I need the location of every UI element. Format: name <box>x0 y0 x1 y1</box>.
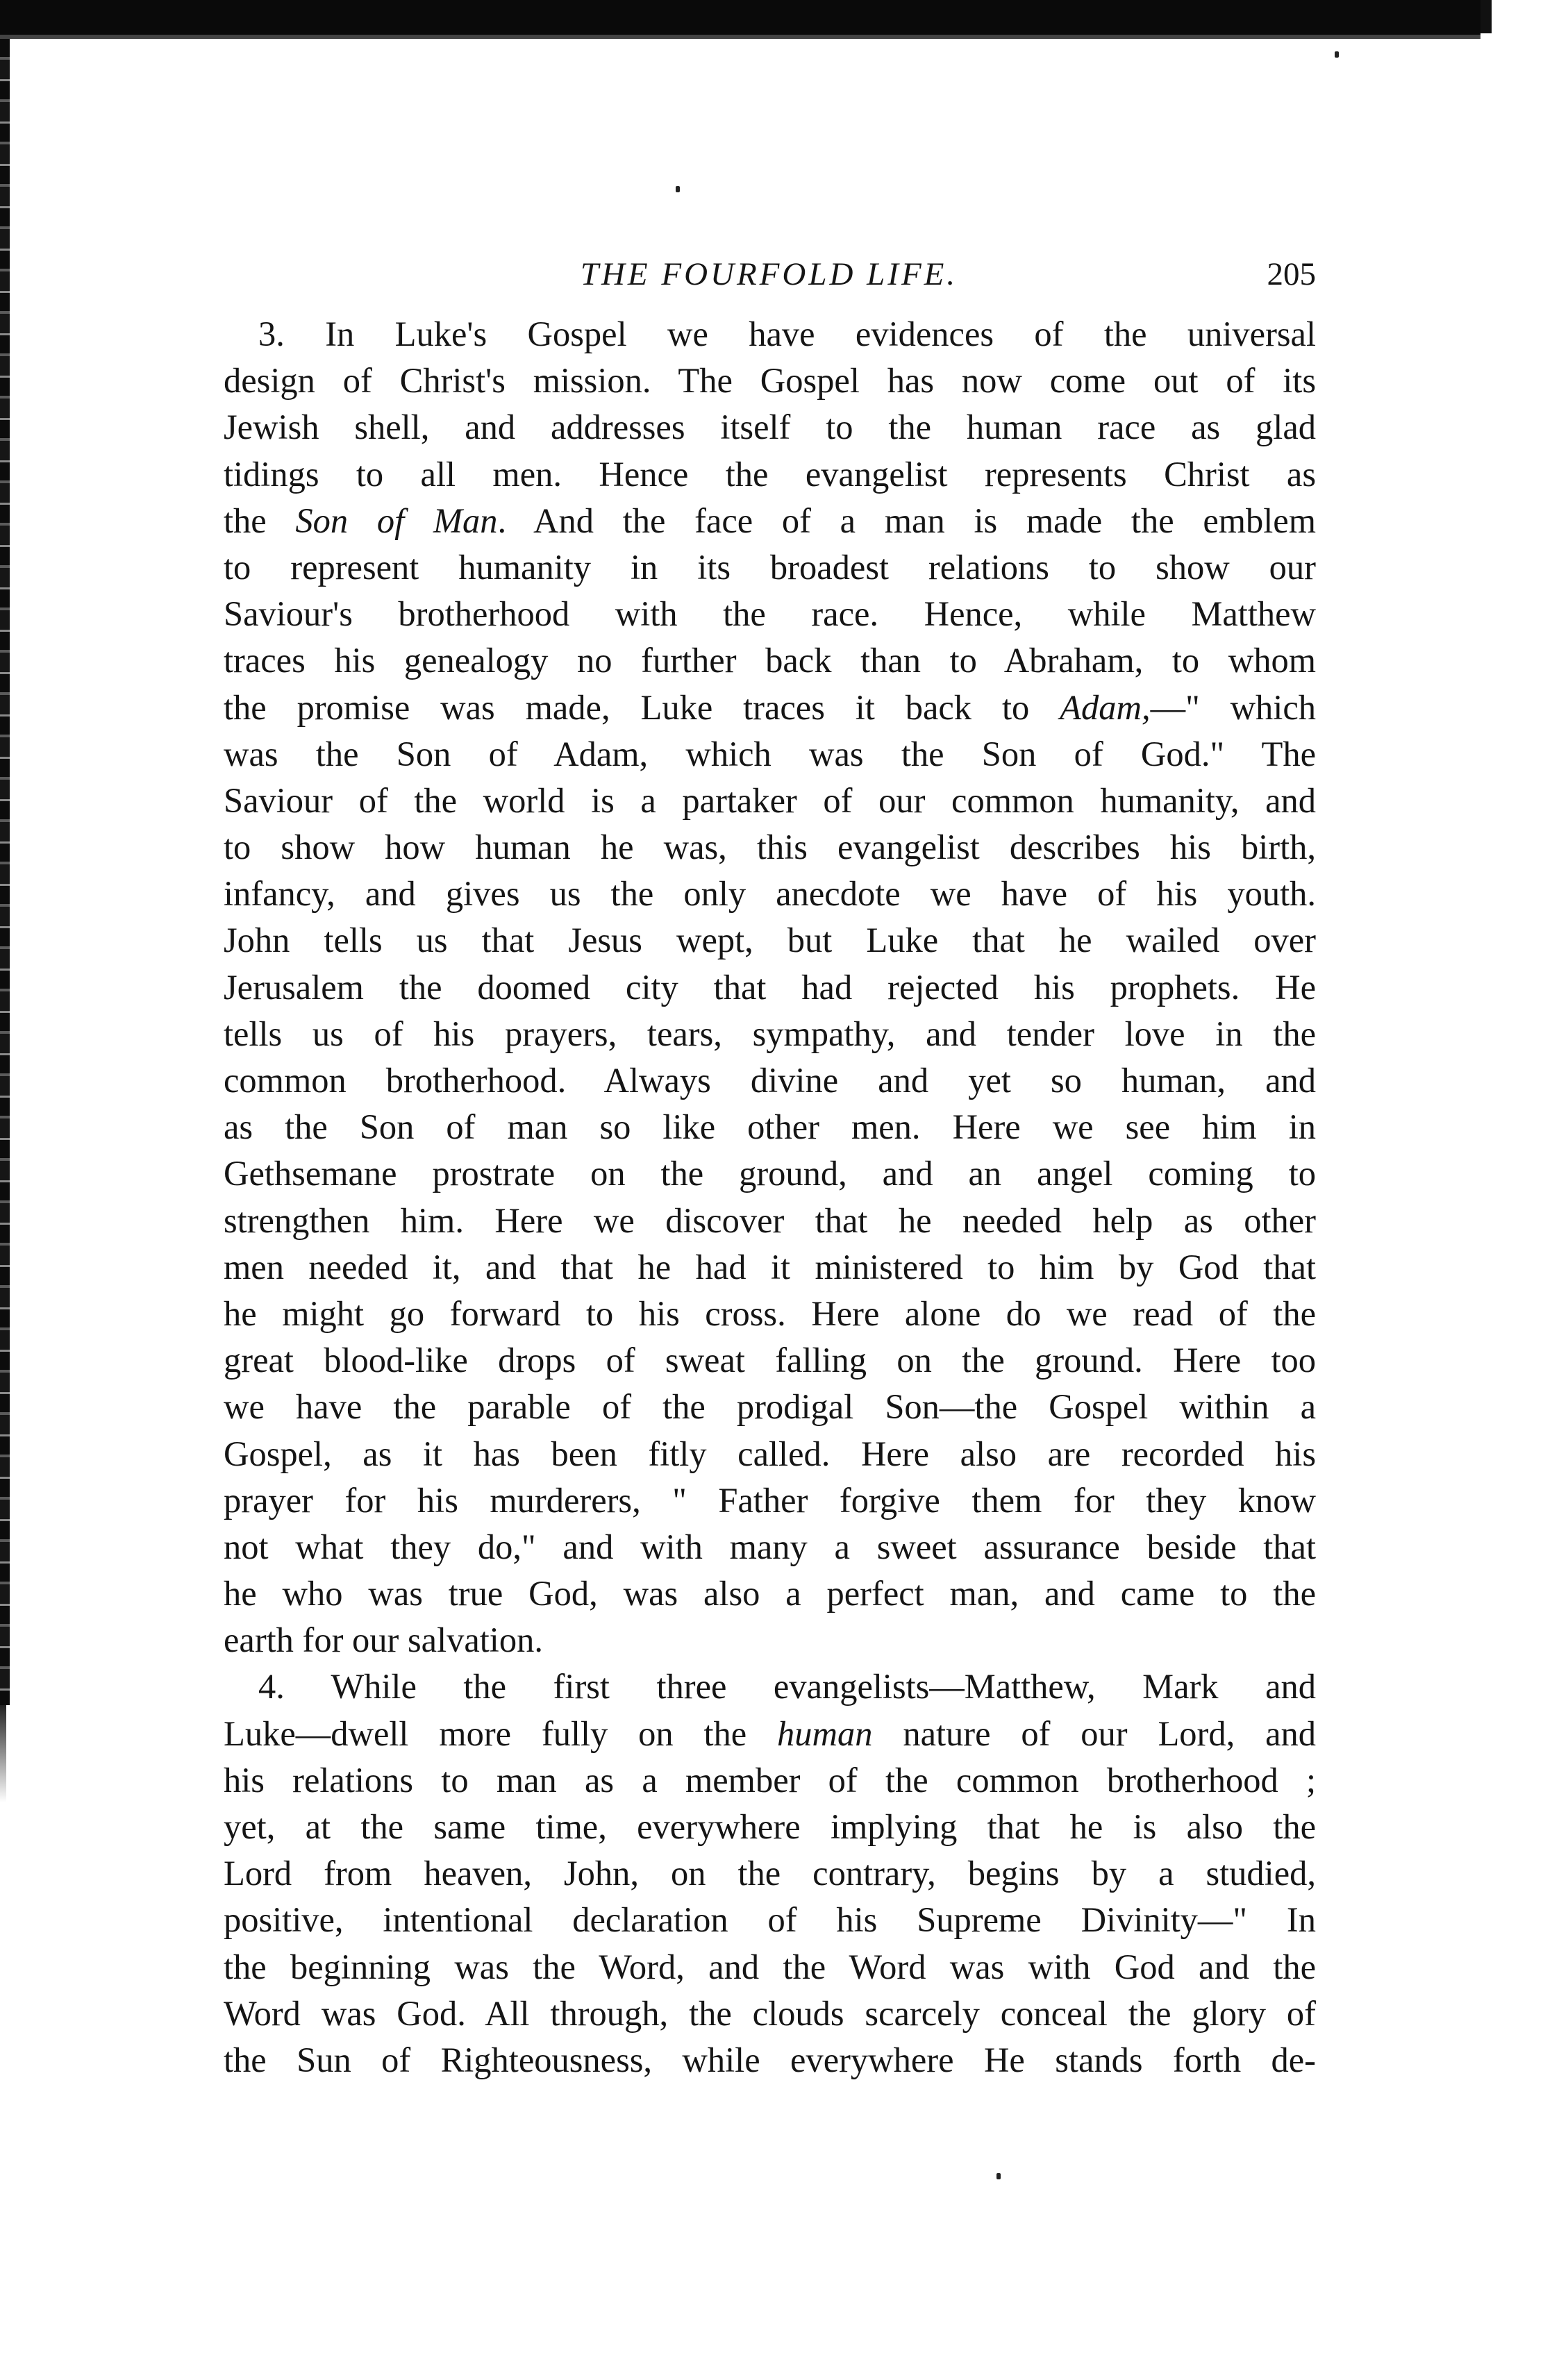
text-line: the Son of Man. And the face of a man is made the emblem <box>224 501 1316 540</box>
text-line: to show how human he was, this evangelist describes his birth, <box>224 828 1316 867</box>
text-line: as the Son of man so like other men. Here we see him in <box>224 1107 1316 1147</box>
text-line: design of Christ's mission. The Gospel has now come out of its <box>224 361 1316 401</box>
running-head <box>222 250 1316 299</box>
paragraph-4 <box>224 1664 1316 2084</box>
text-line: positive, intentional declaration of his Supreme Divinity—" In <box>224 1900 1316 1940</box>
text-line: Gethsemane prostrate on the ground, and an angel coming to <box>224 1154 1316 1193</box>
text-line: great blood-like drops of sweat falling on the ground. Here too <box>224 1341 1316 1380</box>
text-line: Lord from heaven, John, on the contrary, begins by a studied, <box>224 1854 1316 1893</box>
text-line: 4. While the first three evangelists—Matthew, Mark and <box>258 1667 1316 1707</box>
emphasis: human <box>777 1713 873 1753</box>
text-line: men needed it, and that he had it ministered to him by God that <box>224 1247 1316 1287</box>
text-line: tells us of his prayers, tears, sympathy, and tender love in the <box>224 1014 1316 1053</box>
emphasis: Son of Man <box>295 501 498 540</box>
text-line: the Sun of Righteousness, while everywhere He stands forth de- <box>224 2040 1316 2079</box>
text-line: prayer for his murderers, " Father forgive them for they know <box>224 1480 1316 1520</box>
text-line: Jewish shell, and addresses itself to the human race as glad <box>224 408 1316 447</box>
text-line: the promise was made, Luke traces it back to Adam,—" which <box>224 687 1316 727</box>
text-line: 3. In Luke's Gospel we have evidences of the universal <box>258 315 1316 353</box>
text-line: he who was true God, was also a perfect man, and came to the <box>224 1574 1316 1614</box>
page-number: 205 <box>1267 256 1316 292</box>
text-line: was the Son of Adam, which was the Son of God." The <box>224 734 1316 773</box>
text-line: his relations to man as a member of the common brotherhood ; <box>224 1760 1316 1800</box>
text-line: to represent humanity in its broadest relations to show our <box>224 547 1316 587</box>
paragraph-3 <box>224 311 1316 1664</box>
text-line: tidings to all men. Hence the evangelist represents Christ as <box>224 454 1316 494</box>
text-line: earth for our salvation. <box>224 1620 543 1660</box>
text-line: we have the parable of the prodigal Son—the Gospel within a <box>224 1387 1316 1427</box>
text-line: Jerusalem the doomed city that had rejected his prophets. He <box>224 967 1316 1007</box>
text-line: the beginning was the Word, and the Word was with God and the <box>224 1947 1316 1986</box>
body-text <box>224 311 1316 2084</box>
running-title: THE FOURFOLD LIFE. <box>580 256 958 292</box>
text-line: common brotherhood. Always divine and yet so human, and <box>224 1061 1316 1100</box>
text-line: Gospel, as it has been fitly called. Here also are recorded his <box>224 1434 1316 1473</box>
text-line: not what they do," and with many a sweet assurance beside that <box>224 1527 1316 1566</box>
text-line: Word was God. All through, the clouds scarcely conceal the glory of <box>224 1993 1316 2033</box>
text-line: Luke—dwell more fully on the human nature of our Lord, and <box>224 1713 1317 1753</box>
text-line: yet, at the same time, everywhere implying that he is also the <box>224 1807 1316 1846</box>
emphasis: Adam, <box>1060 687 1151 727</box>
text-line: John tells us that Jesus wept, but Luke that he wailed over <box>224 921 1316 960</box>
text-line: Saviour's brotherhood with the race. Hence, while Matthew <box>224 594 1316 634</box>
text-line: traces his genealogy no further back than to Abraham, to whom <box>224 641 1316 680</box>
text-line: infancy, and gives us the only anecdote we have of his youth. <box>224 874 1316 914</box>
text-line: Saviour of the world is a partaker of our common humanity, and <box>224 780 1316 820</box>
text-line: strengthen him. Here we discover that he needed help as other <box>224 1200 1316 1240</box>
text-line: he might go forward to his cross. Here alone do we read of the <box>224 1293 1316 1333</box>
